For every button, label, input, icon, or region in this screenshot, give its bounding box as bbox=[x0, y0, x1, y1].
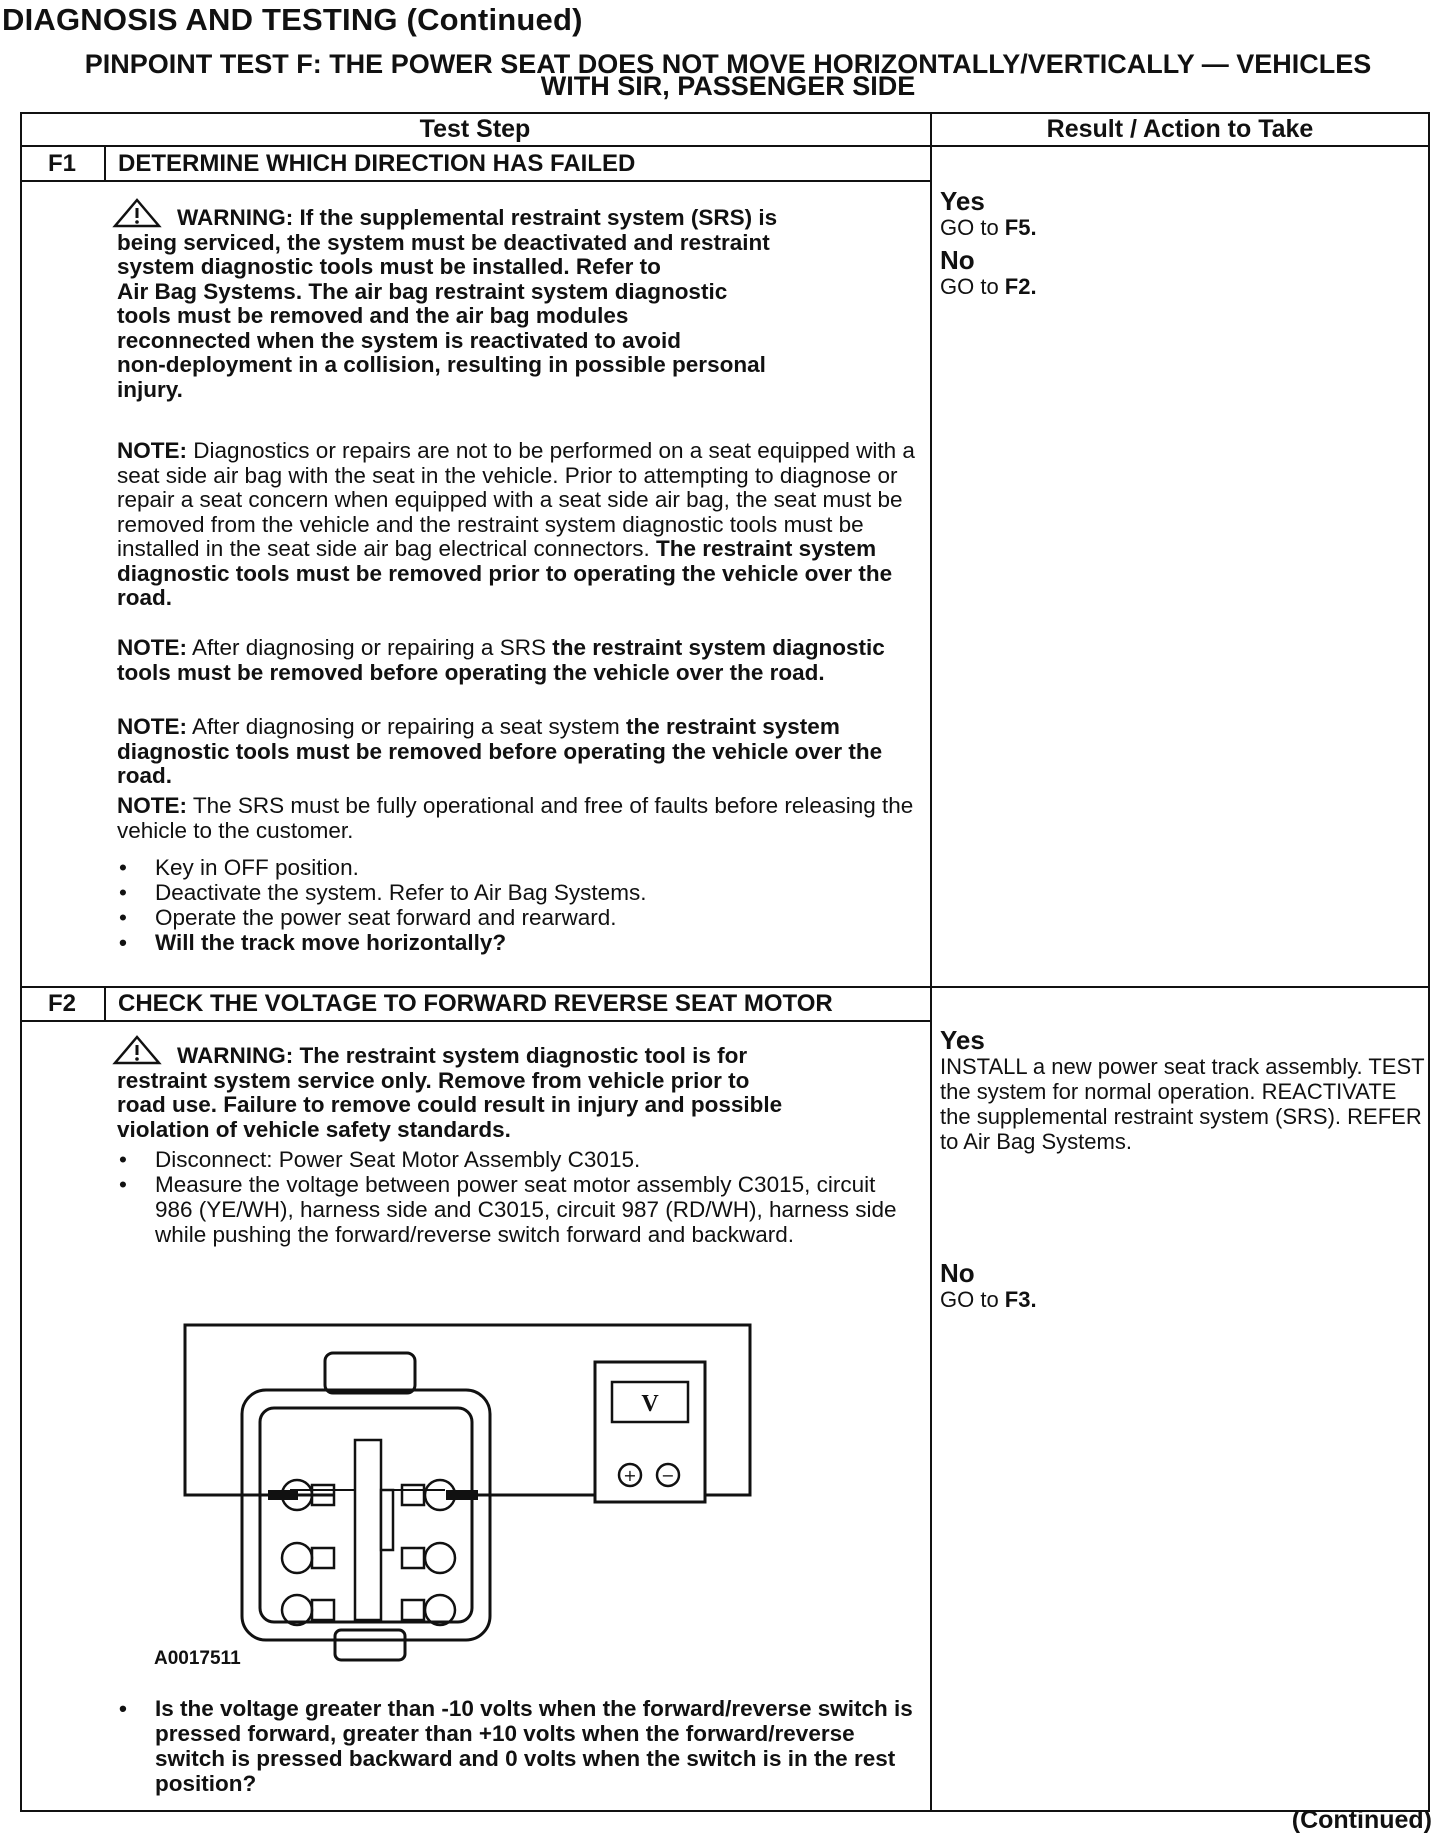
step-id-f1: F1 bbox=[47, 150, 76, 177]
column-header-result: Result / Action to Take bbox=[1046, 115, 1314, 143]
list-item: • Key in OFF position. bbox=[117, 855, 917, 880]
note-bold-text: the restraint system diagnostic tools must be removed before operating the vehicle over the road. bbox=[117, 714, 883, 788]
column-divider bbox=[930, 112, 932, 1812]
f1-warning-line: system diagnostic tools must be installed. Refer to bbox=[117, 254, 661, 279]
voltmeter-label: V bbox=[641, 1391, 659, 1417]
goto-target: F2. bbox=[1004, 274, 1037, 299]
action-text: GO to bbox=[940, 215, 1005, 240]
f2-warning-line: road use. Failure to remove could result in injury and possible bbox=[117, 1092, 783, 1117]
goto-target: F5. bbox=[1004, 215, 1037, 240]
f1-warning-line: being serviced, the system must be deactivated and restraint bbox=[117, 229, 770, 255]
f2-result-no bbox=[940, 1259, 1420, 1312]
no-action bbox=[940, 274, 1420, 299]
list-item: • Measure the voltage between power seat motor assembly C3015, circuit 986 (YE/WH), harness side and C3015, circuit 987 (RD/WH), harness side while pushing the forward/reverse switch forward and backward. bbox=[117, 1172, 897, 1247]
note-bold-text: the restraint system diagnostic tools must be removed before operating the vehicle over the road. bbox=[117, 635, 885, 685]
f1-id-divider bbox=[104, 145, 106, 182]
note-text: After diagnosing or repairing a SRS bbox=[187, 635, 553, 660]
action-text: GO to bbox=[940, 1287, 1005, 1312]
column-header-test-step: Test Step bbox=[419, 115, 531, 143]
table-border-left bbox=[20, 112, 22, 1812]
f1-warning-line: Air Bag Systems. The air bag restraint system diagnostic bbox=[117, 278, 728, 304]
note-label: NOTE: bbox=[117, 714, 187, 739]
f1-note-2 bbox=[117, 636, 917, 685]
action-text: GO to bbox=[940, 274, 1005, 299]
f1-note-3 bbox=[117, 715, 917, 789]
f2-id-divider bbox=[104, 986, 106, 1022]
step-id-f2: F2 bbox=[47, 990, 76, 1017]
note-text: The SRS must be fully operational and free of faults before releasing the vehicle to the customer. bbox=[117, 793, 914, 843]
list-item-question: • Is the voltage greater than -10 volts when the forward/reverse switch is pressed forward, greater than +10 volts when the forward/reverse switch is pressed backward and 0 volts when the switch is in the rest position? bbox=[117, 1696, 917, 1796]
f2-warning bbox=[117, 1044, 917, 1142]
f1-note-4 bbox=[117, 794, 917, 843]
note-text: Diagnostics or repairs are not to be performed on a seat equipped with a seat side air bag with the seat in the vehicle. Prior to attempting to diagnose or repair a seat concern when equipped with a seat side air bag, the seat must be removed from the vehicle and the restraint system diagnostic tools must be installed in the seat side air bag electrical connectors. bbox=[117, 438, 915, 561]
step-title-f1: DETERMINE WHICH DIRECTION HAS FAILED bbox=[118, 150, 636, 177]
yes-action: INSTALL a new power seat track assembly. TEST the system for normal operation. REACTIVATE the supplemental restraint system (SRS). REFER to Air Bag Systems. bbox=[940, 1054, 1425, 1154]
f2-result-yes bbox=[940, 1026, 1425, 1154]
f1-title-divider bbox=[20, 180, 932, 182]
note-label: NOTE: bbox=[117, 635, 187, 660]
voltmeter-plus: + bbox=[623, 1466, 637, 1485]
no-action bbox=[940, 1287, 1420, 1312]
pinpoint-test-title: PINPOINT TEST F: THE POWER SEAT DOES NOT MOVE HORIZONTALLY/VERTICALLY — VEHICLES bbox=[84, 49, 1372, 79]
figure-id: A0017511 bbox=[154, 1648, 241, 1669]
f1-warning-line: tools must be removed and the air bag modules bbox=[117, 303, 629, 328]
note-label: NOTE: bbox=[117, 793, 187, 818]
connector-latch bbox=[355, 1440, 393, 1620]
step-title-f2: CHECK THE VOLTAGE TO FORWARD REVERSE SEAT MOTOR bbox=[118, 990, 833, 1017]
f1-warning bbox=[117, 206, 917, 402]
list-item: • Operate the power seat forward and rearward. bbox=[117, 905, 917, 930]
f2-question-list bbox=[117, 1696, 917, 1796]
f1-warning-line: non-deployment in a collision, resulting in possible personal bbox=[117, 352, 766, 377]
pinpoint-test-subtitle: WITH SIR, PASSENGER SIDE bbox=[540, 71, 916, 101]
note-text: After diagnosing or repairing a seat system bbox=[187, 714, 626, 739]
f2-title-divider bbox=[20, 1020, 932, 1022]
yes-action bbox=[940, 215, 1420, 240]
probe-tip bbox=[446, 1490, 478, 1500]
f2-warning-line: WARNING: The restraint system diagnostic tool is for bbox=[177, 1043, 748, 1068]
f1-steps-list bbox=[117, 855, 917, 955]
f1-warning-line: injury. bbox=[117, 376, 183, 402]
note-label: NOTE: bbox=[117, 438, 187, 463]
f1-note-1 bbox=[117, 439, 917, 611]
list-item: • Disconnect: Power Seat Motor Assembly C3015. bbox=[117, 1147, 897, 1172]
list-item: • Deactivate the system. Refer to Air Bag Systems. bbox=[117, 880, 917, 905]
table-border-bottom bbox=[20, 1810, 1430, 1812]
voltmeter-icon bbox=[595, 1362, 705, 1502]
table-border-top bbox=[20, 112, 1430, 114]
f1-warning-line: WARNING: If the supplemental restraint system (SRS) is bbox=[177, 205, 778, 230]
f2-warning-line: restraint system service only. Remove from vehicle prior to bbox=[117, 1067, 750, 1093]
table-border-right bbox=[1428, 112, 1430, 1812]
page-title: DIAGNOSIS AND TESTING (Continued) bbox=[2, 2, 583, 37]
f1-result bbox=[940, 187, 1420, 299]
probe-tip bbox=[268, 1490, 298, 1500]
f2-warning-line: violation of vehicle safety standards. bbox=[117, 1116, 511, 1142]
continued-label: (Continued) bbox=[1291, 1806, 1432, 1834]
f2-steps-list bbox=[117, 1147, 897, 1247]
header-divider bbox=[20, 145, 1430, 147]
list-item-question: • Will the track move horizontally? bbox=[117, 930, 917, 955]
f1-row-divider bbox=[20, 986, 1430, 988]
connector-voltmeter-diagram bbox=[150, 1320, 770, 1670]
yes-label: Yes bbox=[940, 186, 985, 216]
note-bold-text: The restraint system diagnostic tools must be removed prior to operating the vehicle over the road. bbox=[117, 536, 893, 610]
no-label: No bbox=[940, 245, 975, 275]
no-label: No bbox=[940, 1258, 975, 1288]
goto-target: F3. bbox=[1004, 1287, 1037, 1312]
voltmeter-minus: − bbox=[661, 1466, 675, 1485]
f1-warning-line: reconnected when the system is reactivated to avoid bbox=[117, 327, 681, 353]
yes-label: Yes bbox=[940, 1025, 985, 1055]
